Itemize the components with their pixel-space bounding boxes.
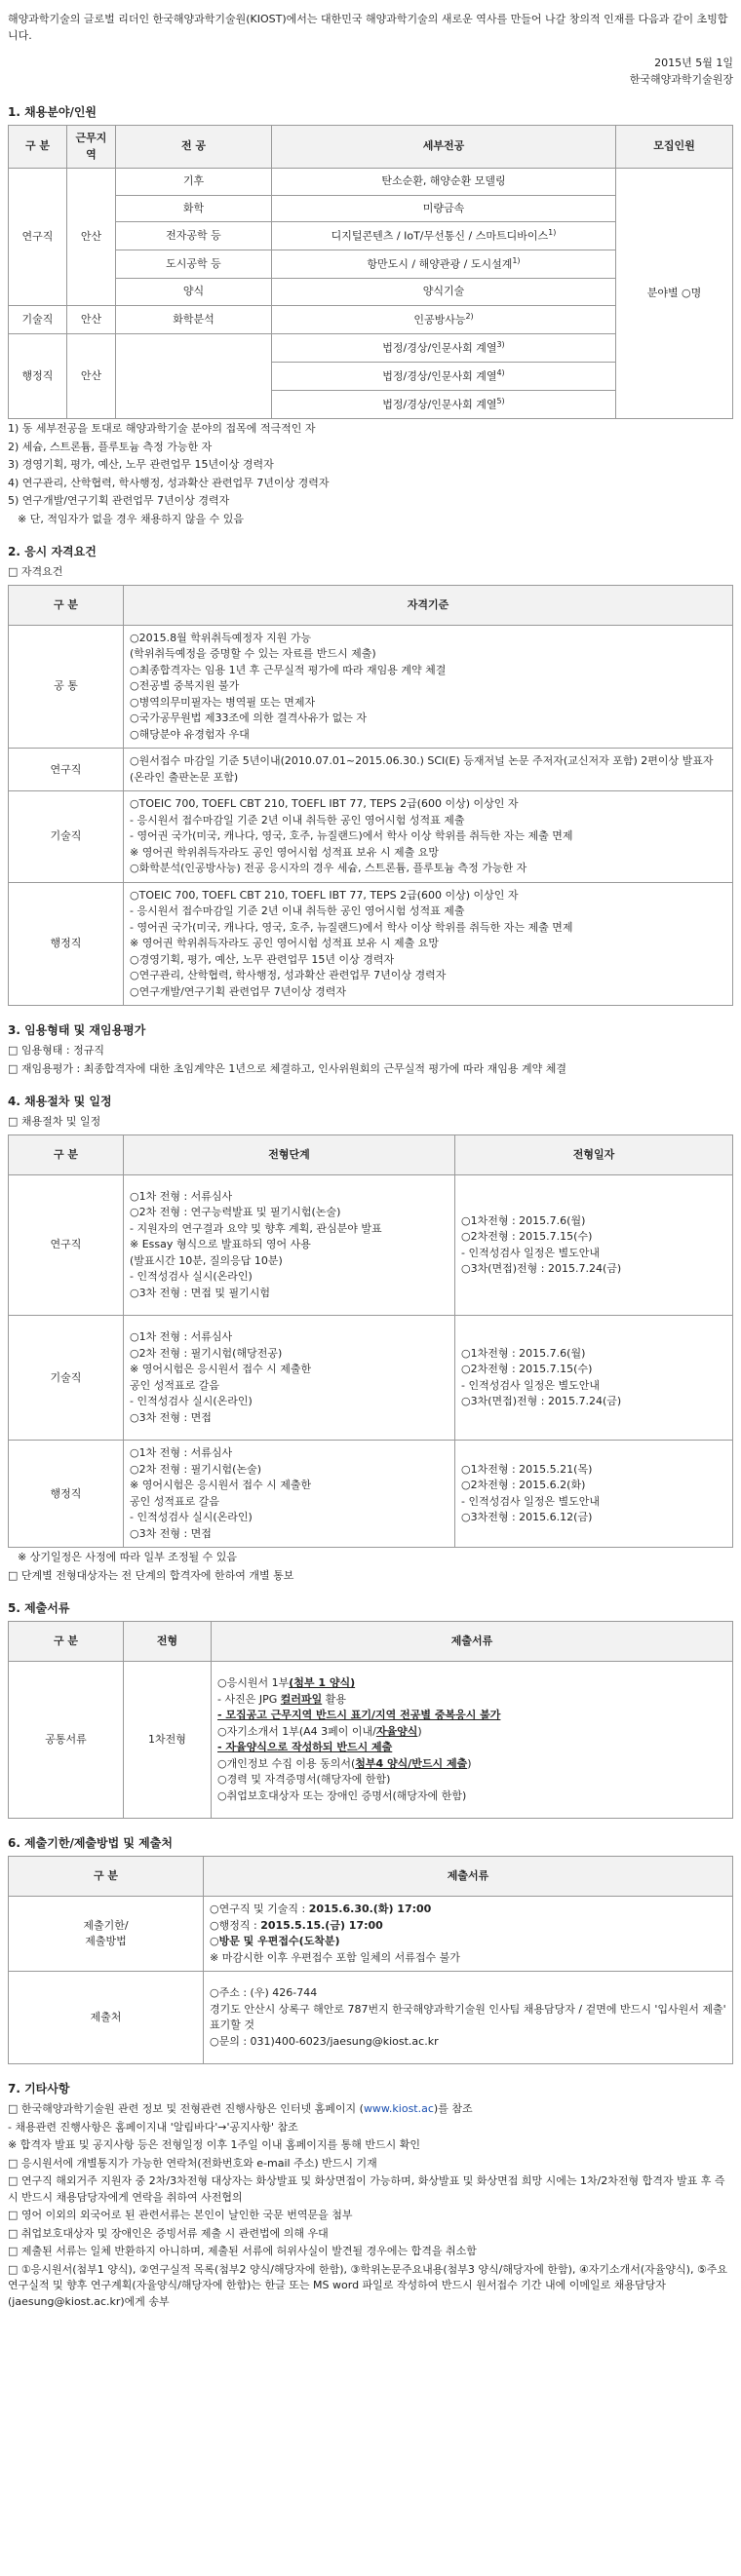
detail-text: 법정/경상/인문사회 계열 (382, 341, 497, 355)
major-cell: 도시공학 등 (116, 250, 272, 279)
detail-cell (272, 333, 616, 362)
header-category: 구 분 (9, 1622, 124, 1662)
schedule-note: □ 단계별 전형대상자는 전 단계의 합격자에 한하여 개별 통보 (8, 1568, 294, 1582)
stage-line: 공인 성적표로 갈음 (130, 1494, 220, 1508)
deadline-line (210, 1902, 726, 1918)
table-row (9, 1441, 733, 1548)
header-category: 구 분 (9, 1134, 124, 1174)
stage-line: - 인적성검사 실시(온라인) (130, 1270, 253, 1284)
detail-text: 법정/경상/인문사회 계열 (382, 369, 497, 383)
section2-subtitle: □ 자격요건 (8, 565, 63, 579)
stage-line: ○2차 전형 : 필기시험(논술) (130, 1462, 262, 1476)
detail-cell: 탄소순환, 해양순환 모델링 (272, 169, 616, 196)
footnote: 5) 연구개발/연구기획 관련업무 7년이상 경력자 (8, 494, 230, 508)
stage-line: - 인적성검사 실시(온라인) (130, 1395, 253, 1408)
deadline-line: ○방문 및 우편접수(도착분) (210, 1935, 340, 1948)
homepage-link[interactable]: www.kiost.ac (363, 2102, 434, 2116)
header-category: 구 분 (9, 126, 67, 169)
date-line: - 인적성검사 일정은 별도안내 (461, 1246, 600, 1259)
footnote: 2) 세슘, 스트론튬, 플루토늄 측정 가능한 자 (8, 440, 213, 453)
table-header-row (9, 1134, 733, 1174)
detail-cell (272, 305, 616, 333)
stage-line: ○2차 전형 : 연구능력발표 및 필기시험(논술) (130, 1206, 341, 1219)
section2-title: 2. 응시 자격요건 (8, 545, 97, 559)
org-name: 한국해양과학기술원장 (629, 72, 733, 86)
schedule-table (8, 1134, 733, 1549)
doc-line (217, 1756, 726, 1773)
notice-date: 2015년 5월 1일 (654, 57, 733, 69)
doc-text: - 사진은 JPG (217, 1692, 281, 1706)
criteria-line: ○국가공무원법 제33조에 의한 결격사유가 없는 자 (130, 711, 367, 725)
major-cell: 화학 (116, 195, 272, 222)
footnote-mark: 1) (512, 256, 521, 266)
footnote-mark: 3) (496, 339, 505, 349)
documents-table (8, 1621, 733, 1819)
stage-line: ○1차 전형 : 서류심사 (130, 1189, 233, 1203)
table-row (9, 1662, 733, 1819)
count-cell: 분야별 ○명 (616, 169, 733, 419)
stage-line: - 인적성검사 실시(온라인) (130, 1511, 253, 1524)
misc-line: □ 응시원서에 개별통지가 가능한 연락처(전화번호와 e-mail 주소) 반드시 기재 (8, 2156, 377, 2170)
section3-title: 3. 임용형태 및 재임용평가 (8, 1023, 146, 1038)
date-line: ○2차전형 : 2015.7.15(수) (461, 1363, 593, 1376)
doc-text: ○개인정보 수집 이용 동의서( (217, 1756, 356, 1770)
group-tech: 기술직 (9, 305, 67, 333)
deadline-text: ○연구직 및 기술직 : (210, 1903, 309, 1916)
header-documents: 제출서류 (204, 1857, 733, 1897)
stage-line: ○3차 전형 : 면접 (130, 1410, 212, 1424)
criteria-line: - 응시원서 접수마감일 기준 2년 이내 취득한 공인 영어시험 성적표 제출 (130, 904, 465, 918)
footnote-mark: 1) (548, 228, 557, 237)
table-row (9, 882, 733, 1006)
footnote-mark: 5) (496, 397, 505, 406)
table-header-row (9, 126, 733, 169)
header-criteria: 자격기준 (124, 585, 733, 625)
criteria-line: - 영어권 국가(미국, 캐나다, 영국, 호주, 뉴질랜드)에서 학사 이상 학위를 취득한 자는 제출 면제 (130, 829, 573, 843)
detail-text: 법정/경상/인문사회 계열 (382, 398, 497, 411)
date-line: ○2차전형 : 2015.7.15(수) (461, 1230, 593, 1244)
major-cell: 화학분석 (116, 305, 272, 333)
row-label: 제출기한/ 제출방법 (9, 1897, 204, 1972)
date-cell (455, 1441, 733, 1548)
section1-title: 1. 채용분야/인원 (8, 105, 98, 119)
doc-line: - 모집공고 근무지역 반드시 표기/지역 전공별 중복응시 불가 (217, 1709, 501, 1722)
criteria-line: ○경영기획, 평가, 예산, 노무 관련업무 15년 이상 경력자 (130, 952, 395, 966)
location-tech: 안산 (67, 305, 116, 333)
table-row (9, 169, 733, 196)
date-line: ○1차전형 : 2015.7.6(월) (461, 1346, 586, 1360)
deadline-text: ○행정직 : (210, 1918, 261, 1932)
criteria-line: ○TOEIC 700, TOEFL CBT 210, TOEFL IBT 77, TEPS 2급(600 이상) 이상인 자 (130, 797, 519, 811)
stage-line: (발표시간 10분, 질의응답 10분) (130, 1253, 283, 1267)
misc-line (8, 2101, 733, 2118)
schedule-note: ※ 상기일정은 사정에 따라 일부 조정될 수 있음 (18, 1551, 237, 1564)
criteria-line: - 응시원서 접수마감일 기준 2년 이내 취득한 공인 영어시험 성적표 제출 (130, 813, 465, 827)
doc-emphasis: 첨부4 양식/반드시 제출 (355, 1756, 468, 1770)
documents-cell (212, 1662, 733, 1819)
date-line: - 인적성검사 일정은 별도안내 (461, 1378, 600, 1392)
criteria-line: (학위취득예정을 증명할 수 있는 자료를 반드시 제출) (130, 647, 376, 661)
reappointment-evaluation: □ 재임용평가 : 최종합격자에 대한 초임계약은 1년으로 체결하고, 인사위원회의 근무실적 평가에 따라 재임용 계약 체결 (8, 1061, 566, 1075)
deadline-date: 2015.6.30.(화) 17:00 (308, 1903, 432, 1916)
date-cell (455, 1174, 733, 1316)
major-cell: 전자공학 등 (116, 222, 272, 250)
stage-cell: 1차전형 (124, 1662, 212, 1819)
footnote: ※ 단, 적임자가 없을 경우 채용하지 않을 수 있음 (18, 512, 244, 525)
doc-text: ) (467, 1756, 472, 1770)
misc-text: □ 한국해양과학기술원 관련 정보 및 전형관련 진행사항은 인터넷 홈페이지 ( (8, 2102, 364, 2116)
section4-title: 4. 채용절차 및 일정 (8, 1095, 112, 1109)
table-header-row (9, 1622, 733, 1662)
stage-cell (124, 1316, 455, 1441)
stage-line: ○3차 전형 : 면접 (130, 1526, 212, 1540)
date-cell (455, 1316, 733, 1441)
header-category: 구 분 (9, 1857, 204, 1897)
criteria-cell (124, 882, 733, 1006)
doc-text: 활용 (322, 1692, 347, 1706)
date-line: ○3차전형 : 2015.6.12(금) (461, 1511, 593, 1524)
criteria-cell (124, 749, 733, 791)
intro-text: 해양과학기술의 글로벌 리더인 한국해양과학기술원(KIOST)에서는 대한민국 해양과학기술의 새로운 역사를 만들어 나갈 창의적 인재를 다음과 같이 초빙합니다. (8, 13, 728, 42)
criteria-line: ○화학분석(인공방사능) 전공 응시자의 경우 세슘, 스트론튬, 플루토늄 측정 가능한 자 (130, 862, 527, 875)
detail-cell (272, 363, 616, 391)
footnote-mark: 2) (465, 311, 474, 321)
section4-subtitle: □ 채용절차 및 일정 (8, 1115, 101, 1129)
header-detail: 세부전공 (272, 126, 616, 169)
contact-line: ○문의 : 031)400-6023/jaesung@kiost.ac.kr (210, 2034, 439, 2048)
date-line: ○1차전형 : 2015.7.6(월) (461, 1213, 586, 1227)
doc-line (217, 1692, 726, 1709)
major-cell-empty (116, 333, 272, 418)
group-admin: 행정직 (9, 333, 67, 418)
major-cell: 양식 (116, 279, 272, 306)
table-header-row (9, 1857, 733, 1897)
deadline-line: ※ 마감시한 이후 우편접수 포함 일체의 서류접수 불가 (210, 1950, 460, 1964)
table-row (9, 1972, 733, 2064)
address-line: ○주소 : (우) 426-744 (210, 1986, 318, 2000)
date-line: - 인적성검사 일정은 별도안내 (461, 1494, 600, 1508)
criteria-cell (124, 791, 733, 883)
row-label: 공통서류 (9, 1662, 124, 1819)
signature-block (8, 56, 733, 88)
doc-text: ) (417, 1724, 422, 1738)
header-documents: 제출서류 (212, 1622, 733, 1662)
stage-line: ※ Essay 형식으로 발표하되 영어 사용 (130, 1238, 311, 1251)
deadline-cell (204, 1897, 733, 1972)
criteria-cell (124, 625, 733, 749)
footnote: 1) 동 세부전공을 토대로 해양과학기술 분야의 접목에 적극적인 자 (8, 422, 316, 436)
doc-line (217, 1675, 726, 1692)
criteria-line: ○병역의무미필자는 병역필 또는 면제자 (130, 695, 316, 709)
header-major: 전 공 (116, 126, 272, 169)
criteria-line: ○연구관리, 산학협력, 학사행정, 성과확산 관련업무 7년이상 경력자 (130, 969, 447, 982)
stage-line: ○1차 전형 : 서류심사 (130, 1330, 233, 1344)
detail-text: 인공방사능 (413, 313, 466, 327)
criteria-line: ※ 영어권 학위취득자라도 공인 영어시험 성적표 보유 시 제출 요망 (130, 845, 439, 859)
table-row (9, 1174, 733, 1316)
detail-cell: 미량금속 (272, 195, 616, 222)
section5-title: 5. 제출서류 (8, 1601, 70, 1616)
criteria-line: ○전공별 중복지원 불가 (130, 679, 240, 693)
doc-line (217, 1724, 726, 1741)
misc-notes (8, 2101, 733, 2310)
stage-cell (124, 1174, 455, 1316)
row-label: 연구직 (9, 749, 124, 791)
date-line: ○3차(면접)전형 : 2015.7.24(금) (461, 1262, 622, 1276)
table-row (9, 1897, 733, 1972)
detail-cell (272, 391, 616, 419)
criteria-line: ○연구개발/연구기획 관련업무 7년이상 경력자 (130, 984, 347, 998)
stage-line: ○3차 전형 : 면접 및 필기시험 (130, 1286, 271, 1299)
deadline-line (210, 1918, 726, 1935)
deadline-date: 2015.5.15.(금) 17:00 (260, 1918, 383, 1932)
detail-cell: 양식기술 (272, 279, 616, 306)
section1-notes (8, 421, 733, 527)
doc-line: - 자율양식으로 작성하되 반드시 제출 (217, 1741, 393, 1754)
location-admin: 안산 (67, 333, 116, 418)
misc-line: - 채용관련 진행사항은 홈페이지내 '알림바다'→'공지사항' 참조 (8, 2120, 298, 2134)
doc-emphasis: 컬러파일 (280, 1692, 323, 1706)
table-row (9, 791, 733, 883)
criteria-line: ○TOEIC 700, TOEFL CBT 210, TOEFL IBT 77, TEPS 2급(600 이상) 이상인 자 (130, 888, 519, 902)
misc-text: )를 참조 (433, 2102, 473, 2116)
row-label: 제출처 (9, 1972, 204, 2064)
footnote-mark: 4) (496, 368, 505, 378)
date-line: ○2차전형 : 2015.6.2(화) (461, 1479, 586, 1492)
criteria-line: ○2015.8월 학위취득예정자 지원 가능 (130, 631, 312, 644)
doc-text: ○응시원서 1부 (217, 1676, 290, 1690)
doc-emphasis: (첨부 1 양식) (289, 1676, 356, 1690)
criteria-line: - 영어권 국가(미국, 캐나다, 영국, 호주, 뉴질랜드)에서 학사 이상 학위를 취득한 자는 제출 면제 (130, 920, 573, 934)
qualification-table (8, 585, 733, 1007)
header-location: 근무지역 (67, 126, 116, 169)
misc-line: □ 취업보호대상자 및 장애인은 증빙서류 제출 시 관련법에 의해 우대 (8, 2226, 329, 2240)
group-research: 연구직 (9, 169, 67, 306)
employment-type: □ 임용형태 : 정규직 (8, 1044, 104, 1057)
stage-line: ○1차 전형 : 서류심사 (130, 1446, 233, 1460)
detail-cell (272, 250, 616, 279)
date-line: ○1차전형 : 2015.5.21(목) (461, 1462, 593, 1476)
stage-line: ※ 영어시험은 응시원서 접수 시 제출한 (130, 1363, 312, 1376)
stage-line: - 지원자의 연구결과 요약 및 향후 계획, 관심분야 발표 (130, 1221, 382, 1235)
section6-title: 6. 제출기한/제출방법 및 제출처 (8, 1836, 173, 1851)
row-label: 행정직 (9, 882, 124, 1006)
address-cell (204, 1972, 733, 2064)
row-label: 행정직 (9, 1441, 124, 1548)
doc-emphasis: 자율양식 (375, 1724, 418, 1738)
row-label: 공 통 (9, 625, 124, 749)
table-row (9, 625, 733, 749)
positions-table (8, 125, 733, 419)
row-label: 기술직 (9, 1316, 124, 1441)
stage-cell (124, 1441, 455, 1548)
table-header-row (9, 585, 733, 625)
misc-line: □ 제출된 서류는 일체 반환하지 아니하며, 제출된 서류에 허위사실이 발견될 경우에는 합격을 취소함 (8, 2245, 477, 2258)
header-category: 구 분 (9, 585, 124, 625)
criteria-line: ※ 영어권 학위취득자라도 공인 영어시험 성적표 보유 시 제출 요망 (130, 937, 439, 950)
misc-line: □ 영어 이외의 외국어로 된 관련서류는 본인이 날인한 국문 번역문을 첨부 (8, 2209, 353, 2222)
header-stage: 전형단계 (124, 1134, 455, 1174)
header-date: 전형일자 (455, 1134, 733, 1174)
stage-line: ○2차 전형 : 필기시험(해당전공) (130, 1346, 283, 1360)
stage-line: 공인 성적표로 갈음 (130, 1378, 220, 1392)
stage-line: ※ 영어시험은 응시원서 접수 시 제출한 (130, 1479, 312, 1492)
criteria-line: ○원서접수 마감일 기준 5년이내(2010.07.01~2015.06.30.) SCI(E) 등재저널 논문 주저자(교신저자 포함) 2편이상 발표자(온라인 출판논문 포함) (130, 754, 714, 784)
header-stage: 전형 (124, 1622, 212, 1662)
criteria-line: ○최종합격자는 임용 1년 후 근무실적 평가에 따라 재임용 계약 체결 (130, 663, 447, 676)
detail-text: 항만도시 / 해양관광 / 도시설계 (367, 257, 513, 271)
misc-line: □ 연구직 해외거주 지원자 중 2차/3차전형 대상자는 화상발표 및 화상면접이 가능하며, 화상발표 및 화상면접 희망 시에는 1차/2차전형 합격자 발표 후 즉시 반드시 채용담당자에게 연락을 취하여 사전협의 (8, 2174, 725, 2204)
header-count: 모집인원 (616, 126, 733, 169)
major-cell: 기후 (116, 169, 272, 196)
footnote: 4) 연구관리, 산학협력, 학사행정, 성과확산 관련업무 7년이상 경력자 (8, 476, 330, 489)
misc-line: □ ①응시원서(첨부1 양식), ②연구실적 목록(첨부2 양식/해당자에 한함), ③학위논문주요내용(첨부3 양식/해당자에 한함), ④자기소개서(자율양식), ⑤주요 연구실적 및 향후 연구계획(자율양식/해당자에 한함)는 한글 또는 MS word 파일로 작성하여 반드시 원서접수 기간 내에 이메일로 채용담당자(jaesung@kiost.ac.kr)에게 송부 (8, 2262, 728, 2308)
doc-line: ○경력 및 자격증명서(해당자에 한함) (217, 1773, 391, 1787)
misc-line: ※ 합격자 발표 및 공지사항 등은 전형일정 이후 1주일 이내 홈페이지를 통해 반드시 확인 (8, 2138, 420, 2152)
table-row (9, 1316, 733, 1441)
row-label: 연구직 (9, 1174, 124, 1316)
location-research: 안산 (67, 169, 116, 306)
footnote: 3) 경영기획, 평가, 예산, 노무 관련업무 15년이상 경력자 (8, 458, 274, 472)
row-label: 기술직 (9, 791, 124, 883)
submission-table (8, 1856, 733, 2064)
address-line: 경기도 안산시 상록구 해안로 787번지 한국해양과학기술원 인사팀 채용담당자 / 겉면에 반드시 '입사원서 제출' 표기할 것 (210, 2002, 726, 2032)
section7-title: 7. 기타사항 (8, 2082, 70, 2096)
doc-text: ○자기소개서 1부(A4 3페이 이내/ (217, 1724, 376, 1738)
detail-text: 디지털콘텐츠 / IoT/무선통신 / 스마트디바이스 (331, 229, 549, 243)
table-row (9, 749, 733, 791)
doc-line: ○취업보호대상자 또는 장애인 증명서(해당자에 한함) (217, 1788, 467, 1802)
criteria-line: ○해당분야 유경험자 우대 (130, 727, 250, 741)
date-line: ○3차(면접)전형 : 2015.7.24(금) (461, 1395, 622, 1408)
detail-cell (272, 222, 616, 250)
